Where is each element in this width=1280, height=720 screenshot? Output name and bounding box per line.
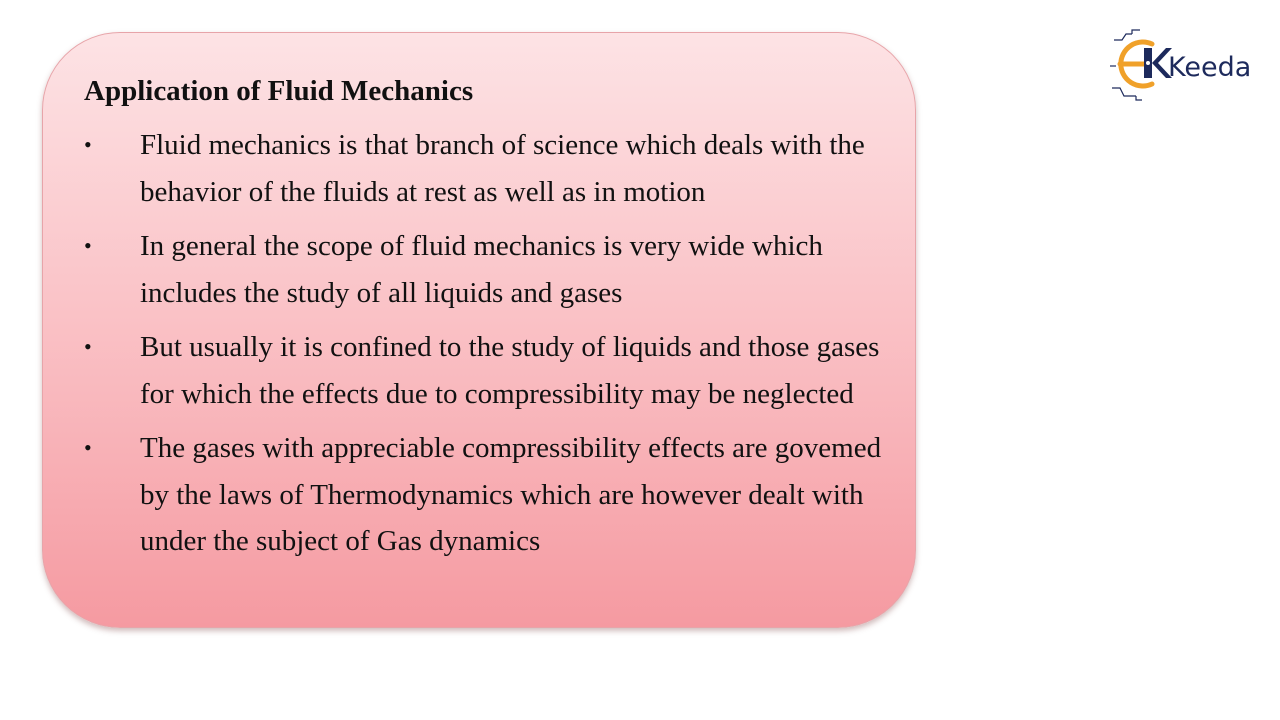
slide-title: Application of Fluid Mechanics: [84, 75, 474, 107]
bullet-text: But usually it is confined to the study of liquids and those gases for which the effects due to compressibility may be neglected: [140, 331, 880, 410]
bullet-icon: •: [84, 132, 92, 157]
bullet-icon: •: [84, 233, 92, 258]
bullet-item: [84, 223, 894, 316]
bullet-text: The gases with appreciable compressibility effects are govemed by the laws of Thermodynamics which are however dealt with under the subject of Gas dynamics: [140, 432, 882, 557]
bullet-text: In general the scope of fluid mechanics is very wide which includes the study of all liquids and gases: [140, 230, 823, 309]
bullet-icon: •: [84, 334, 92, 359]
bullet-icon: •: [84, 435, 92, 460]
logo-text: Keeda: [1168, 52, 1252, 83]
bullet-item: [84, 324, 894, 417]
bullet-text: Fluid mechanics is that branch of science which deals with the behavior of the fluids at rest as well as in motion: [140, 129, 865, 208]
bullet-item: [84, 425, 894, 565]
ekeeda-logo: [1108, 26, 1260, 104]
bullet-item: [84, 122, 894, 215]
bullet-list: [84, 122, 894, 573]
